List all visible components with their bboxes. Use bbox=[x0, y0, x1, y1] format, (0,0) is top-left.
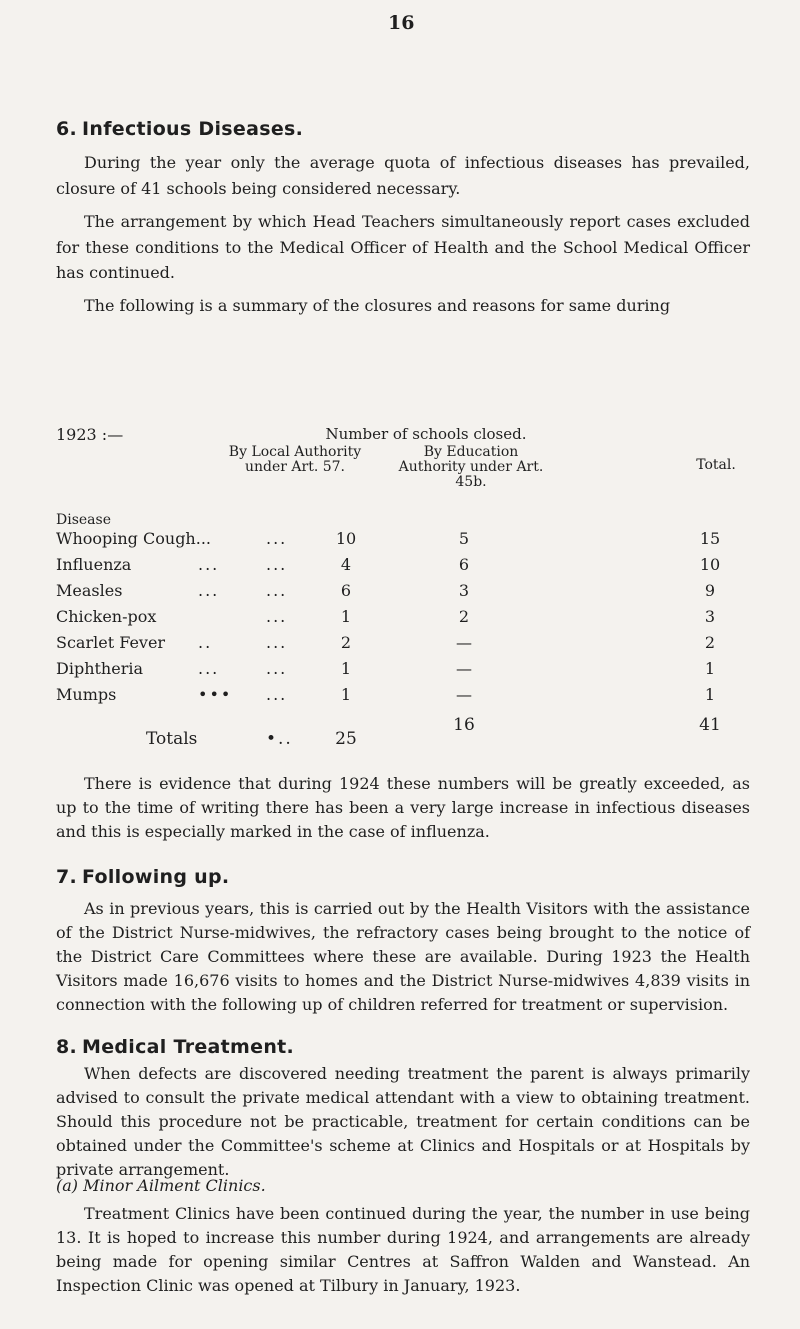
section-7-number: 7. bbox=[56, 866, 78, 888]
grand-total: 41 bbox=[699, 715, 721, 735]
local-count: 2 bbox=[340, 633, 352, 652]
local-count: 6 bbox=[340, 581, 352, 600]
education-count: 6 bbox=[458, 555, 470, 574]
education-total: 16 bbox=[453, 715, 475, 735]
section-6-number: 6. bbox=[56, 118, 78, 140]
totals-label: Totals bbox=[146, 729, 198, 749]
section-8-paragraph-2: Treatment Clinics have been continued during the year, the number in use being 13. It is hoped to increase this number during 1924, and arrangements are already being made for opening similar Centres at Saffron Walden and Wanstead. An Inspection Clinic was opened at Tilbury in January, 1923. bbox=[56, 1204, 750, 1295]
table-row: Mumps ••• ... 1 — 1 bbox=[56, 685, 776, 711]
local-count: 1 bbox=[340, 685, 352, 704]
local-count: 4 bbox=[340, 555, 352, 574]
section-8-number: 8. bbox=[56, 1036, 78, 1058]
local-count: 1 bbox=[340, 607, 352, 626]
education-count: 2 bbox=[458, 607, 470, 626]
disease-name: Whooping Cough... bbox=[56, 529, 211, 548]
section-6-title: Infectious Diseases. bbox=[82, 118, 304, 140]
column-header-total: Total. bbox=[696, 457, 736, 473]
totals-row: Totals •.. 25 16 41 bbox=[56, 729, 776, 755]
page-number: 16 bbox=[388, 12, 415, 34]
total-count: 15 bbox=[699, 529, 721, 548]
table-row: Measles ... ... 6 3 9 bbox=[56, 581, 776, 607]
education-count: — bbox=[456, 685, 472, 704]
closures-table bbox=[56, 425, 776, 705]
table-group-header: Number of schools closed. bbox=[325, 425, 527, 443]
total-count: 10 bbox=[699, 555, 721, 574]
table-row: Scarlet Fever .. ... 2 — 2 bbox=[56, 633, 776, 659]
disease-name: Chicken-pox bbox=[56, 607, 157, 626]
total-count: 1 bbox=[704, 659, 716, 678]
education-count: — bbox=[456, 633, 472, 652]
subsection-a-heading: (a) Minor Ailment Clinics. bbox=[56, 1176, 266, 1195]
total-count: 9 bbox=[704, 581, 716, 600]
table-row: Whooping Cough... ... 10 5 15 bbox=[56, 529, 776, 555]
column-header-local: By Local Authority under Art. 57. bbox=[228, 444, 362, 475]
disease-name: Diphtheria bbox=[56, 659, 143, 678]
column-header-disease: Disease bbox=[56, 512, 111, 528]
section-6-paragraph-2: The arrangement by which Head Teachers simultaneously report cases excluded for these conditions to the Medical Officer of Health and the School Medical Officer has continued. bbox=[56, 212, 750, 282]
education-count: 3 bbox=[458, 581, 470, 600]
education-count: — bbox=[456, 659, 472, 678]
section-8-heading bbox=[56, 1036, 294, 1058]
disease-name: Scarlet Fever bbox=[56, 633, 166, 652]
total-count: 3 bbox=[704, 607, 716, 626]
section-7-heading bbox=[56, 866, 229, 888]
table-row: Influenza ... ... 4 6 10 bbox=[56, 555, 776, 581]
disease-name: Measles bbox=[56, 581, 123, 600]
education-count: 5 bbox=[458, 529, 470, 548]
section-8-title: Medical Treatment. bbox=[82, 1036, 295, 1058]
section-8-paragraph-1: When defects are discovered needing treatment the parent is always primarily advised to consult the private medical attendant with a view to obtaining treatment. Should this procedure not be practicable, treatment for certain conditions can be obtained under the Committee's scheme at Clinics and Hospitals or at Hospitals by private arrangement. bbox=[56, 1064, 750, 1179]
section-6-paragraph-3: The following is a summary of the closures and reasons for same during bbox=[84, 296, 671, 315]
closures-table-continued bbox=[56, 685, 776, 765]
section-6-paragraph-4: There is evidence that during 1924 these numbers will be greatly exceeded, as up to the time of writing there has been a very large increase in infectious diseases and this is especially marked in the case of influenza. bbox=[56, 774, 750, 841]
column-header-education: By Education Authority under Art. 45b. bbox=[398, 444, 544, 490]
table-row: Chicken-pox ... 1 2 3 bbox=[56, 607, 776, 633]
total-count: 2 bbox=[704, 633, 716, 652]
table-row: Diphtheria ... ... 1 — 1 bbox=[56, 659, 776, 685]
section-7-paragraph-1: As in previous years, this is carried out by the Health Visitors with the assistance of the District Nurse-midwives, the refractory cases being brought to the notice of the District Care Committees where these are available. During 1923 the Health Visitors made 16,676 visits to homes and the District Nurse-midwives 4,839 visits in connection with the following up of children referred for treatment or supervision. bbox=[56, 899, 750, 1014]
total-count: 1 bbox=[704, 685, 716, 704]
section-6-heading bbox=[56, 118, 303, 140]
year-label: 1923 :— bbox=[56, 425, 124, 444]
disease-name: Influenza bbox=[56, 555, 132, 574]
local-count: 10 bbox=[335, 529, 357, 548]
section-6-paragraph-1: During the year only the average quota of infectious diseases has prevailed, closure of 41 schools being considered necessary. bbox=[56, 153, 750, 198]
local-total: 25 bbox=[335, 729, 357, 749]
disease-name: Mumps bbox=[56, 685, 117, 704]
section-7-title: Following up. bbox=[82, 866, 230, 888]
local-count: 1 bbox=[340, 659, 352, 678]
